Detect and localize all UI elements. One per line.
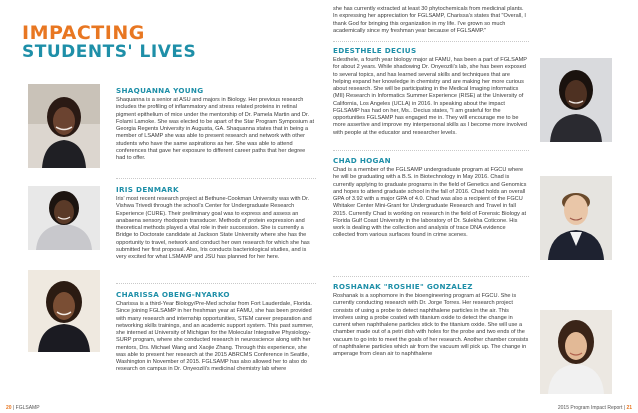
divider xyxy=(116,178,316,179)
profile-text: Charissa is a third-Year Biology/Pre-Med scholar from Fort Lauderdale, Florida. Since joining FGLSAMP in her freshman year at FAMU, she has been provided with many research and internship opportunities, STEM career preparation and networking skills trainings, and an academic support system. This past summer, she interned at University of Michigan for the Molecular Integrative Physiology-SURP program, where she conducted research in neuroscience along with her mentors, Drs. Michael Wang and Xaojie Zhang. Through this experience, she was able to present her research at the 2015 ABRCMS Conference in Seattle, Washington in November of 2015. FGLSAMP has also allowed her to also do research on campus in Dr. Onyeozili's medicinal chemistry lab where xyxy=(116,301,314,373)
continuation-text: she has currently extracted at least 30 phytochemicals from medicinal plants. In expressing her appreciation for FGLSAMP, Charissa's states that "Overall, I thank God for bringing this organization in my life. I've grown so much academically since my freshman year because of FGLSAMP." xyxy=(333,6,526,34)
footer-left-label: FGLSAMP xyxy=(15,405,40,411)
profile-text: Edesthele, a fourth year biology major at FAMU, has been a part of FGLSAMP for about 2 years. While shadowing Dr. Onyeozili's lab, she has been exposed to several topics, and has learned several skills and techniques that are helping expand her knowledge in chemistry and are making her more curious about research. She will be participating in the Medical Imaging informatics (MII) Research in Informatics Summer Experience (RISE) at the University of California, Los Angeles (UCLA) in 2016. In speaking about the impact FGLSAMP has had on her, Ms.. Decius states, "I am grateful for the opportunities FGLSAMP has engaged me in. They will encourage me to be more assertive and improve my interpersonal skills as I become more involved with people at the educator and researcher levels. xyxy=(333,57,527,136)
divider xyxy=(333,276,529,277)
footer-right-label: 2015 Program Impact Report xyxy=(557,405,623,411)
profile-name: SHAQUANNA YOUNG xyxy=(116,86,204,95)
title-line-2: STUDENTS' LIVES xyxy=(22,41,197,62)
photo-edesthele-decius xyxy=(540,58,612,142)
profile-text: Roshanak is a sophomore in the bioengineering program at FGCU. She is currently conducting research with Dr. Jorge Torres. Her research project consists of using a probe to detect naphthalene particles in the air. This involves using a probe coated with titanium oxide to detect the change in current when naphthalene particles stick to the titanium oxide. She will use a chamber made out of a petri dish with holes for the probe and two ends of the vacuum to go into to meet the goals of her research. Another chamber consists of naphthalene particles which air from the vacuum will pick up. The change in amperage from clean air to naphthalene xyxy=(333,293,529,357)
profile-chad-hogan xyxy=(333,156,529,240)
footer-divider: | xyxy=(623,405,626,411)
profile-text: Chad is a member of the FGLSAMP undergraduate program at FGCU where he will be graduating with a B.S. in Biotechnology in May 2016. Chad is currently applying to graduate programs in the field of Genetics and Genomics and hopes to attend graduate school in the fall of 2016. Chad holds an overall GPA of 3.92 with a major GPA of 4.0. Chad was also a recipient of the FGCU Whitaker Center Mini-Grant for Undergraduate Research and Travel in fall 2015. Currently Chad is working on research in the field of Forensic Biology at Florida Gulf Coast University in the laboratory of Dr. Sulekha Coticone. His work is dealing with the collection and analysis of trace DNA evidence collected from various surfaces found in crime scenes. xyxy=(333,167,527,239)
title-line-1: IMPACTING xyxy=(22,22,145,44)
photo-roshanak-gonzalez xyxy=(540,310,612,394)
photo-shaquanna-young xyxy=(28,84,100,168)
profile-iris-denmark xyxy=(116,185,316,261)
page-number-right: 21 xyxy=(626,405,632,411)
profile-text: Shaquanna is a senior at ASU and majors in Biology. Her previous research includes the profiling of inflammatory and stress related proteins in retinal pigment epithelium of mice under the mentorship of Dr. Pamela Martin and Dr. Folami Lamoke. She was elected to be apart of the Star Program Symposium at Georgia Regents University in Augusta, GA. Shaquanna states that in being a member of LSAMP she was able to present research and network with other students who have the same aspirations as her. She was able to attend conferences that gave her exposure to different career paths that her degree had to offer. xyxy=(116,97,315,161)
photo-charissa-obeng-nyarko xyxy=(28,270,100,352)
profile-edesthele-decius xyxy=(333,46,529,137)
profile-charissa-obeng-nyarko xyxy=(116,290,316,374)
photo-iris-denmark xyxy=(28,186,100,250)
profile-roshanak-gonzalez xyxy=(333,282,529,358)
profile-name: CHARISSA OBENG-NYARKO xyxy=(116,290,230,299)
profile-name: EDESTHELE DECIUS xyxy=(333,46,417,55)
page-number-left: 20 xyxy=(6,405,12,411)
footer-left xyxy=(6,405,40,411)
footer-divider: | xyxy=(12,405,15,411)
profile-continuation xyxy=(333,6,529,35)
divider xyxy=(333,41,529,42)
profile-name: CHAD HOGAN xyxy=(333,156,391,165)
profile-text: Iris' most recent research project at Bethune-Cookman University was with Dr. Vishwa Trivedi through the school's Center for Undergraduate Research Experience (CURE). Their preliminary goal was to express and assess an anabaena sensory rhodopsin transducer. Methods of protein expression and theoretical methods played a vital role in their succession. She is currently a Bridge to Doctorate candidate at Jackson State University where she has the opportunity to travel, network and conduct her own research for which she has submitted her first proposal. Also, Iris conducts bacteriological studies, and is very excited for what LSMAMP and JSU has planned for her here. xyxy=(116,196,310,260)
divider xyxy=(333,150,529,151)
page-title xyxy=(22,24,196,62)
divider xyxy=(116,283,316,284)
profile-shaquanna-young xyxy=(116,86,316,162)
profile-name: ROSHANAK "ROSHIE" GONZALEZ xyxy=(333,282,473,291)
profile-name: IRIS DENMARK xyxy=(116,185,179,194)
photo-chad-hogan xyxy=(540,176,612,260)
footer-right xyxy=(558,405,632,411)
